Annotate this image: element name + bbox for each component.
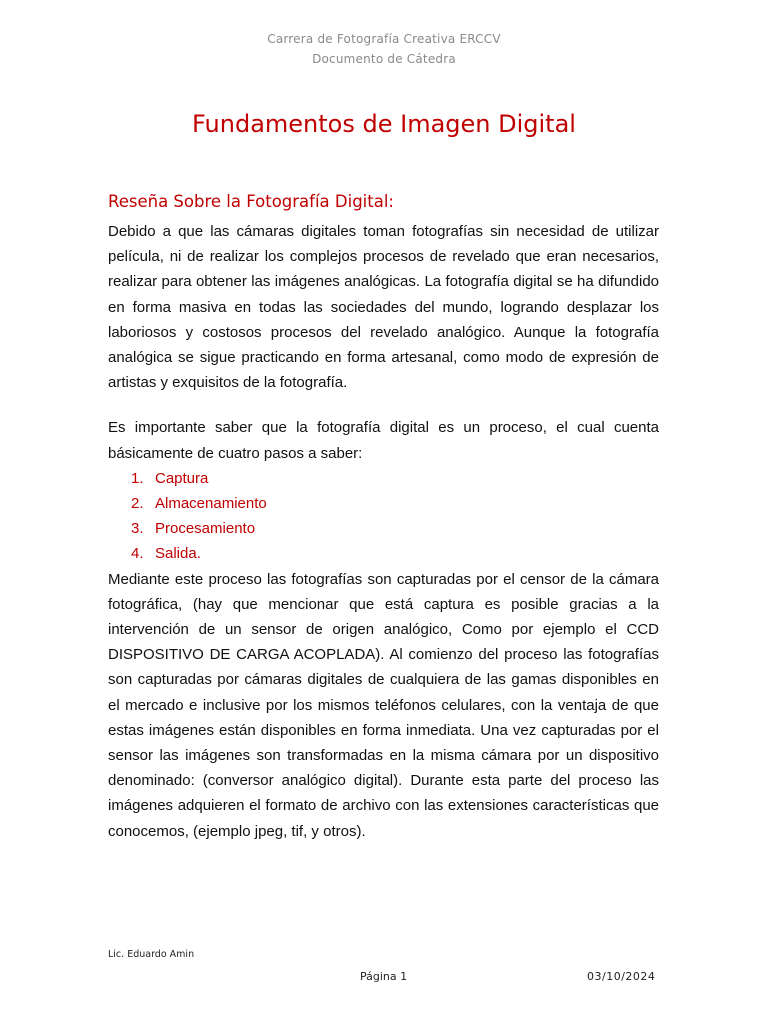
list-item xyxy=(131,491,659,516)
list-item-label: Procesamiento xyxy=(155,520,256,538)
steps-list xyxy=(108,466,659,567)
list-item-number: 1. xyxy=(131,469,144,487)
list-item-number: 3. xyxy=(131,520,144,538)
list-item-label: Almacenamiento xyxy=(155,495,267,513)
footer-date: 03/10/2024 xyxy=(587,970,656,983)
header-program: Carrera de Fotografía Creativa ERCCV xyxy=(267,32,501,46)
list-item xyxy=(131,466,659,491)
footer-author: Lic. Eduardo Amin xyxy=(108,949,195,960)
list-item-label: Salida. xyxy=(155,545,201,563)
document-title: Fundamentos de Imagen Digital xyxy=(192,110,576,138)
list-item-number: 4. xyxy=(131,545,144,563)
closing-paragraph: Mediante este proceso las fotografías son capturadas por el censor de la cámara fotográfica, (hay que mencionar que está captura es posible gracias a la intervención de un sensor de origen analógico, Como por ejemplo el CCD DISPOSITIVO DE CARGA ACOPLADA). Al comienzo del proceso las fotografías son capturadas por cámaras digitales de cualquiera de las gamas disponibles en el mercado e inclusive por los mismos teléfonos celulares, con la ventaja de que estas imágenes están disponibles en forma inmediata. Una vez capturadas por el sensor las imágenes son transformadas en la misma cámara por un dispositivo denominado: (conversor analógico digital). Durante esta parte del proceso las imágenes adquieren el formato de archivo con las extensiones características que conocemos, (ejemplo jpeg, tif, y otros). xyxy=(108,570,659,840)
list-item xyxy=(131,516,659,541)
steps-intro-paragraph: Es importante saber que la fotografía digital es un proceso, el cual cuenta básicamente de cuatro pasos a saber: xyxy=(108,419,659,462)
list-item-label: Captura xyxy=(155,469,209,487)
list-item xyxy=(131,541,659,566)
header-doc-type: Documento de Cátedra xyxy=(312,52,456,66)
list-item-number: 2. xyxy=(131,495,144,513)
section-heading: Reseña Sobre la Fotografía Digital: xyxy=(108,192,394,211)
page-number: Página 1 xyxy=(360,970,408,983)
intro-paragraph: Debido a que las cámaras digitales toman fotografías sin necesidad de utilizar película, ni de realizar los complejos procesos de revelado que eran necesarios, realizar para obtener las imágenes analógicas. La fotografía digital se ha difundido en forma masiva en todas las sociedades del mundo, logrando desplazar los laboriosos y costosos procesos del revelado analógico. Aunque la fotografía analógica se sigue practicando en forma artesanal, como modo de expresión de artistas y exquisitos de la fotografía. xyxy=(108,223,659,392)
main-content xyxy=(108,191,659,844)
